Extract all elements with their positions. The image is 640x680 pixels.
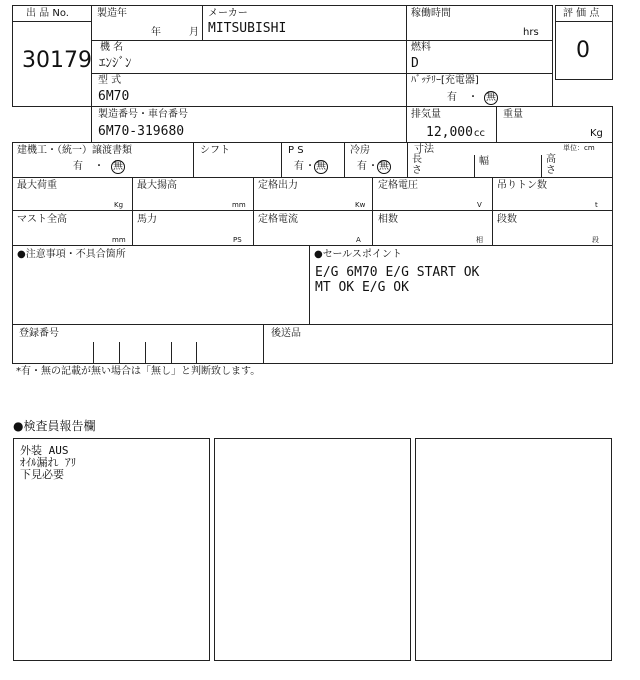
year-unit: 年 <box>151 27 161 38</box>
max-lift-unit: mm <box>232 201 246 209</box>
battery-no-circled: 無 <box>486 92 496 103</box>
rated-voltage-label: 定格電圧 <box>378 180 418 191</box>
dims-length-label-1: 長 <box>412 154 422 165</box>
dims-width-label: 幅 <box>479 156 489 167</box>
type-box <box>91 73 407 107</box>
sales-line-2: MT OK E/G OK <box>315 280 409 295</box>
serial-label: 製造番号・車台番号 <box>98 109 188 120</box>
month-unit: 月 <box>189 27 199 38</box>
sales-line-1: E/G 6M70 E/G START OK <box>315 265 480 280</box>
cooler-sep: ・ <box>368 161 378 172</box>
sales-label: ●セールスポイント <box>314 249 402 260</box>
maker-value: MITSUBISHI <box>208 21 287 36</box>
post-delivery-box <box>263 324 613 364</box>
rating-value: 0 <box>576 38 590 63</box>
horsepower-label: 馬力 <box>137 214 157 225</box>
battery-label: ﾊﾞｯﾃﾘｰ[充電器] <box>411 75 479 86</box>
hoist-label: 吊りトン数 <box>497 180 547 191</box>
model-name-box <box>91 40 407 74</box>
registration-digit-cells <box>196 342 197 364</box>
transfer-no-circled: 無 <box>113 161 123 172</box>
post-delivery-label: 後送品 <box>271 328 301 339</box>
transfer-yes: 有 <box>73 161 83 172</box>
year-label: 製造年 <box>97 8 127 19</box>
max-lift-label: 最大揚高 <box>137 180 177 191</box>
lot-no: 30179 <box>22 48 92 73</box>
mast-unit: mm <box>112 236 126 244</box>
type-value: 6M70 <box>98 89 130 104</box>
stages-unit: 段 <box>592 236 599 244</box>
cooler-label: 冷房 <box>350 145 370 156</box>
phase-unit: 相 <box>476 236 483 244</box>
dims-height-label-1: 高 <box>546 154 556 165</box>
cooler-yes: 有 <box>357 161 367 172</box>
displacement-unit: cc <box>474 128 485 139</box>
registration-digit-cells <box>93 342 120 364</box>
transfer-sep: ・ <box>94 161 104 172</box>
dims-length-label-2: さ <box>412 165 422 176</box>
weight-label: 重量 <box>503 109 523 120</box>
dims-label: 寸法 <box>414 144 434 155</box>
ps-no-circled: 無 <box>316 161 326 172</box>
stages-label: 段数 <box>497 214 517 225</box>
registration-label: 登録番号 <box>19 328 59 339</box>
rated-output-label: 定格出力 <box>258 180 298 191</box>
inspector-title: ●検査員報告欄 <box>13 419 96 433</box>
inspector-report-line-2: ｵｲﾙ漏れ ｱﾘ <box>20 456 77 469</box>
phase-label: 相数 <box>378 214 398 225</box>
max-load-label: 最大荷重 <box>17 180 57 191</box>
ps-sep: ・ <box>305 161 315 172</box>
shift-label: シフト <box>200 145 230 156</box>
transfer-doc-label: 建機工・（統一）譲渡書類 <box>17 145 132 156</box>
hours-label: 稼働時間 <box>411 8 451 19</box>
displacement-value: 12,000 <box>426 125 473 140</box>
maker-label: メーカー <box>208 8 248 19</box>
inspector-box-3 <box>415 438 612 661</box>
rated-voltage-unit: V <box>477 201 482 209</box>
hours-unit: hrs <box>523 27 539 38</box>
lot-no-label: 出 品 No. <box>26 8 69 19</box>
battery-yes: 有 <box>447 92 457 103</box>
dims-height-label-2: さ <box>546 165 556 176</box>
horsepower-unit: PS <box>233 236 242 244</box>
ps-label: P S <box>288 145 304 156</box>
max-load-unit: Kg <box>114 201 124 209</box>
hoist-unit: t <box>595 201 598 209</box>
inspector-report-line-1: 外装 AUS <box>20 444 69 457</box>
inspector-box-2 <box>214 438 411 661</box>
model-name-label: 機 名 <box>100 42 124 53</box>
caution-label: ●注意事項・不具合箇所 <box>17 249 126 260</box>
model-name-value: ｴﾝｼﾞﾝ <box>99 56 132 71</box>
rating-label: 評 価 点 <box>563 8 600 19</box>
displacement-label: 排気量 <box>411 109 441 120</box>
type-label: 型 式 <box>98 75 122 86</box>
footnote: *有・無の記載が無い場合は「無し」と判断致します。 <box>16 366 261 377</box>
dims-unit: 単位：cm <box>563 144 595 152</box>
rated-current-unit: A <box>356 236 361 244</box>
fuel-value: D <box>411 56 419 71</box>
registration-digit-cells <box>145 342 172 364</box>
cooler-no-circled: 無 <box>379 161 389 172</box>
inspector-report-line-3: 下見必要 <box>20 468 64 481</box>
rated-output-unit: Kw <box>355 201 366 209</box>
battery-sep: ・ <box>468 92 478 103</box>
ps-yes: 有 <box>294 161 304 172</box>
fuel-label: 燃料 <box>411 42 431 53</box>
weight-unit: Kg <box>590 128 603 139</box>
serial-value: 6M70-319680 <box>98 124 185 139</box>
rated-current-label: 定格電流 <box>258 214 298 225</box>
mast-label: マスト全高 <box>17 214 67 225</box>
